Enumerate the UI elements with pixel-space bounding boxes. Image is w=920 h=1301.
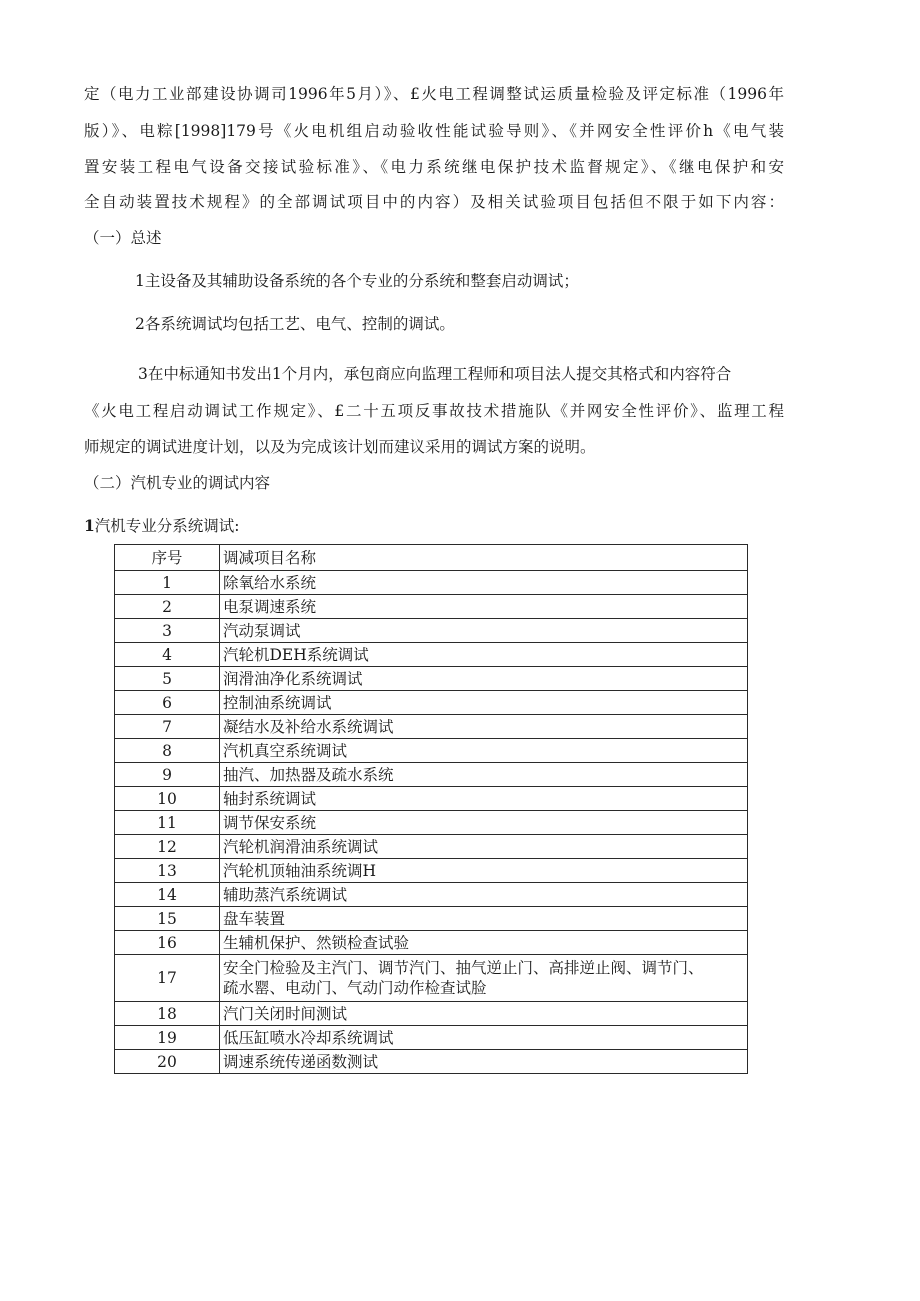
row-num: 12: [115, 835, 220, 859]
table-row: [115, 571, 748, 595]
intro-line-1: 定（电力工业部建设协调司1996年5月）》、£火电工程调整试运质量检验及评定标准（1996年: [84, 85, 784, 103]
debug-items-table: [114, 544, 748, 1074]
section1-item3-line2: 《火电工程启动调试工作规定》、£二十五项反事故技术措施队《并网安全性评价》、监理工程: [84, 402, 784, 420]
table-row: [115, 1026, 748, 1050]
subheading-text: 汽机专业分系统调试:: [94, 517, 240, 535]
row-name: 低压缸喷水冷却系统调试: [220, 1026, 748, 1050]
header-num: 序号: [115, 545, 220, 571]
section1-item3-line3: 师规定的调试进度计划，以及为完成该计划而建议采用的调试方案的说明。: [84, 438, 596, 456]
intro-line-3: 置安装工程电气设备交接试验标准》、《电力系统继电保护技术监督规定》、《继电保护和安: [84, 158, 784, 176]
row-num: 1: [115, 571, 220, 595]
row-num: 13: [115, 859, 220, 883]
row-num: 2: [115, 595, 220, 619]
table-row: [115, 691, 748, 715]
row-num: 3: [115, 619, 220, 643]
row-num: 18: [115, 1002, 220, 1026]
row-name: 汽动泵调试: [220, 619, 748, 643]
table-row: [115, 739, 748, 763]
row-name: 控制油系统调试: [220, 691, 748, 715]
table-row: [115, 787, 748, 811]
table-row: [115, 595, 748, 619]
table-row: [115, 859, 748, 883]
table-row: [115, 715, 748, 739]
row-name: 轴封系统调试: [220, 787, 748, 811]
row-name: 汽轮机顶轴油系统调H: [220, 859, 748, 883]
row-num: 7: [115, 715, 220, 739]
row-num: 6: [115, 691, 220, 715]
row-num: 15: [115, 907, 220, 931]
row-name: 盘车装置: [220, 907, 748, 931]
row-name: 汽轮机润滑油系统调试: [220, 835, 748, 859]
row-name-line: 安全门检验及主汽门、调节汽门、抽气逆止门、高排逆止阀、调节门、: [223, 959, 704, 977]
row-name: 生辅机保护、然锁检查试验: [220, 931, 748, 955]
row-name: 抽汽、加热器及疏水系统: [220, 763, 748, 787]
row-num: 10: [115, 787, 220, 811]
section1-item1: 1主设备及其辅助设备系统的各个专业的分系统和整套启动调试；: [135, 272, 579, 290]
row-num: 8: [115, 739, 220, 763]
section2-heading: （二）汽机专业的调试内容: [84, 474, 271, 492]
row-name: 辅助蒸汽系统调试: [220, 883, 748, 907]
section2-subheading: [84, 516, 240, 536]
row-num: 11: [115, 811, 220, 835]
row-num: 9: [115, 763, 220, 787]
row-num: 20: [115, 1050, 220, 1074]
subheading-number: 1: [84, 516, 95, 535]
intro-line-4: 全自动装置技术规程》的全部调试项目中的内容）及相关试验项目包括但不限于如下内容：: [84, 193, 784, 211]
section1-heading: （一）总述: [84, 229, 162, 247]
row-name: 汽门关闭时间测试: [220, 1002, 748, 1026]
table-row: [115, 883, 748, 907]
row-name: 调速系统传递函数测试: [220, 1050, 748, 1074]
table-row: [115, 811, 748, 835]
table-row: [115, 835, 748, 859]
row-num: 19: [115, 1026, 220, 1050]
table-row: [115, 643, 748, 667]
row-name: 除氧给水系统: [220, 571, 748, 595]
table-row: [115, 667, 748, 691]
row-name: 电泵调速系统: [220, 595, 748, 619]
table-row: [115, 763, 748, 787]
row-name: 汽轮机DEH系统调试: [220, 643, 748, 667]
row-num: 5: [115, 667, 220, 691]
header-name: 调减项目名称: [220, 545, 748, 571]
table-row: [115, 955, 748, 1002]
row-num: 14: [115, 883, 220, 907]
row-name: [220, 955, 748, 1002]
table-header-row: [115, 545, 748, 571]
row-name-line: 疏水罂、电动门、气动门动作检查试脸: [223, 979, 487, 997]
row-num: 17: [115, 955, 220, 1002]
table-row: [115, 931, 748, 955]
row-name: 调节保安系统: [220, 811, 748, 835]
section1-item2: 2各系统调试均包括工艺、电气、控制的调试。: [135, 315, 455, 333]
section1-item3-line1: 3在中标通知书发出1个月内，承包商应向监理工程师和项目法人提交其格式和内容符合: [138, 365, 732, 383]
table-row: [115, 907, 748, 931]
row-name: 润滑油净化系统调试: [220, 667, 748, 691]
row-num: 16: [115, 931, 220, 955]
row-num: 4: [115, 643, 220, 667]
table-row: [115, 1002, 748, 1026]
row-name: 凝结水及补给水系统调试: [220, 715, 748, 739]
intro-line-2: 版）》、电粽[1998]179号《火电机组启动验收性能试验导则》、《并网安全性评价h《电气装: [84, 122, 784, 140]
table-row: [115, 1050, 748, 1074]
row-name: 汽机真空系统调试: [220, 739, 748, 763]
table-row: [115, 619, 748, 643]
